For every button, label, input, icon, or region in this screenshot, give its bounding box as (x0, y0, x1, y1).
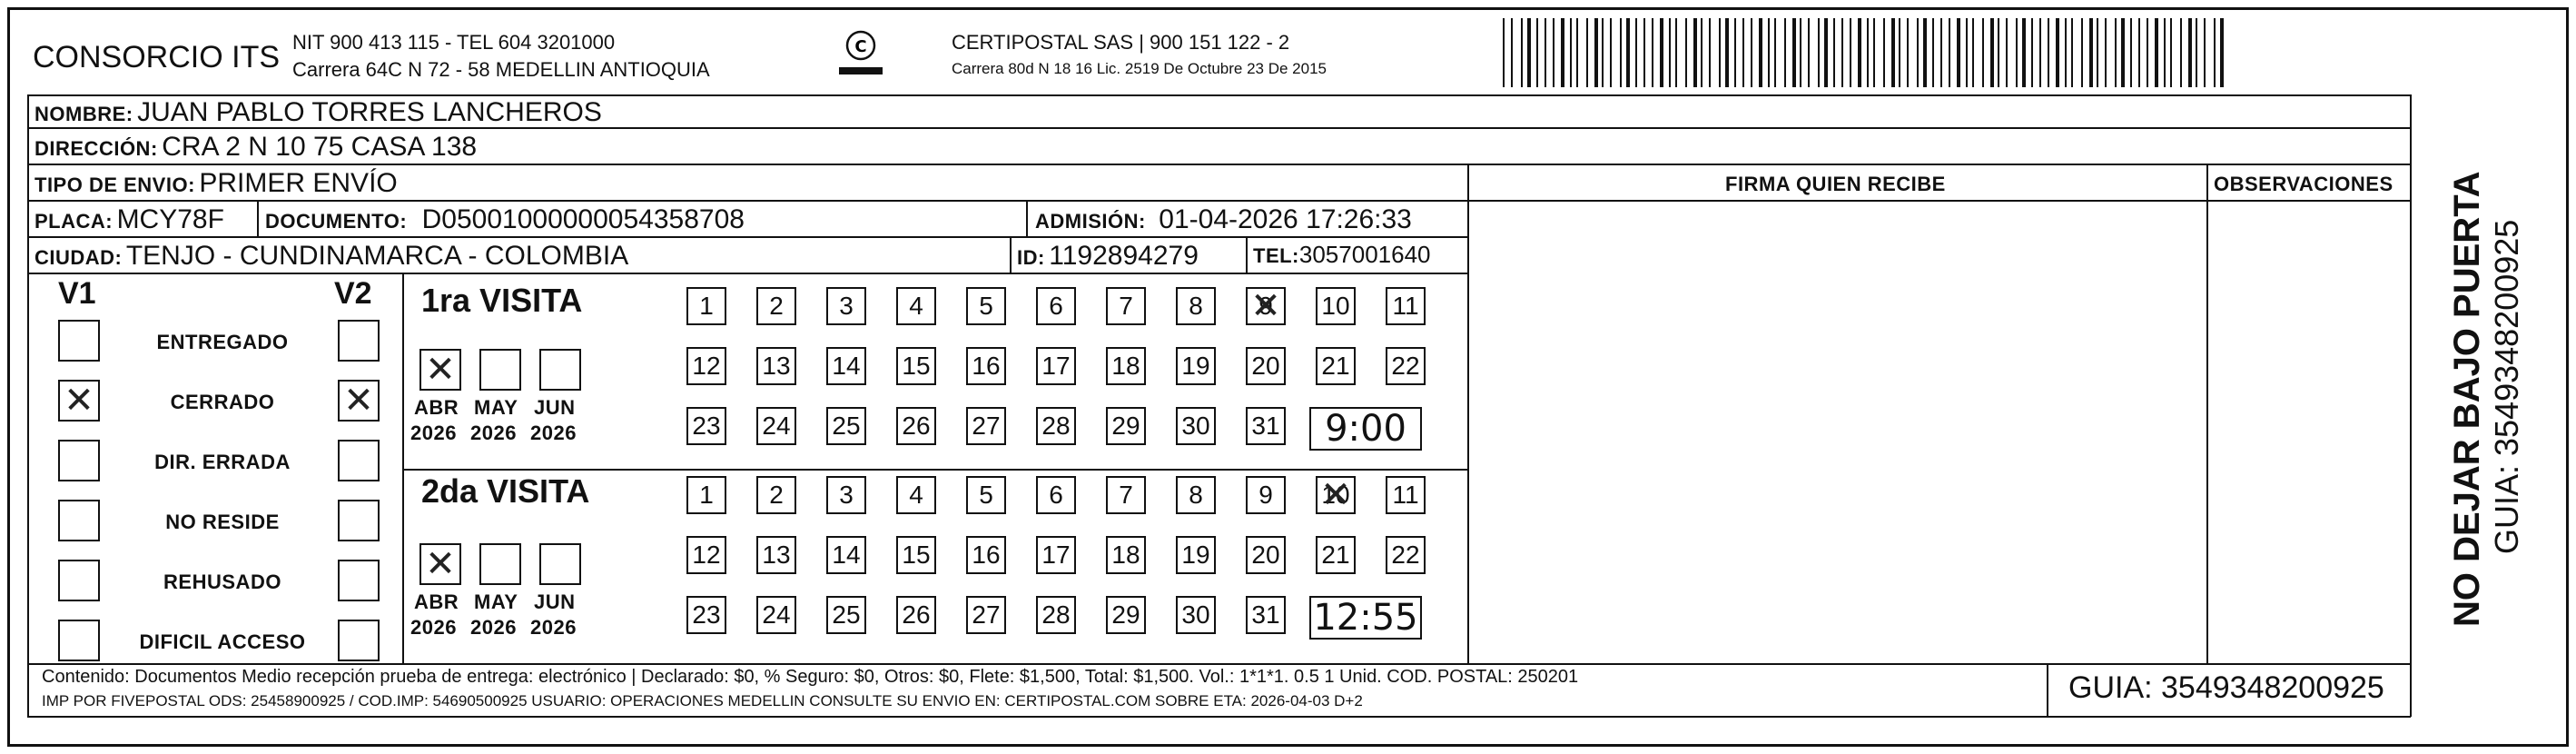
first-day-box[interactable]: 11 (1386, 287, 1426, 325)
status-label: REHUSADO (163, 570, 281, 593)
barcode-bar (1701, 18, 1703, 87)
v1-label: V1 (58, 276, 96, 311)
barcode-bar (1719, 18, 1721, 87)
barcode-bar (1891, 18, 1895, 87)
barcode-bar (1932, 18, 1934, 87)
second-day-box[interactable]: 18 (1106, 536, 1146, 574)
first-day-box[interactable]: 3 (826, 287, 866, 325)
admision-label: ADMISIÓN: (1035, 210, 1146, 233)
first-month-label: JUN (534, 396, 576, 419)
barcode-bar (2147, 18, 2148, 87)
second-month-label: ABR (414, 590, 459, 613)
first-month-label: ABR (414, 396, 459, 419)
barcode-bar (2097, 18, 2098, 87)
second-day-box[interactable]: 27 (966, 596, 1006, 634)
barcode-bar (1751, 18, 1752, 87)
first-day-box[interactable]: 12 (686, 347, 726, 385)
barcode-bar (1833, 18, 1835, 87)
first-month-checkbox[interactable] (419, 349, 461, 391)
barcode-bar (1850, 18, 1851, 87)
barcode-bar (1602, 18, 1604, 87)
status-label: ENTREGADO (156, 331, 289, 353)
second-year-label: 2026 (410, 616, 457, 639)
barcode-bar (1867, 18, 1869, 87)
barcode-bar (1709, 18, 1711, 87)
barcode-bar (1635, 18, 1637, 87)
barcode-bar (2105, 18, 2107, 87)
second-day-box[interactable]: 6 (1036, 476, 1076, 514)
second-day-box[interactable]: 11 (1386, 476, 1426, 514)
svg-text:C: C (854, 37, 867, 56)
barcode-bar (1841, 18, 1843, 87)
barcode-bar (2071, 18, 2073, 87)
status-label: DIFICIL ACCESO (139, 630, 306, 653)
first-time-box[interactable]: 9:00 (1309, 407, 1422, 451)
placa-label: PLACA: (35, 210, 114, 233)
barcode-bar (1873, 18, 1875, 87)
second-day-box[interactable]: 17 (1036, 536, 1076, 574)
first-day-box[interactable]: 15 (896, 347, 936, 385)
firma-header: FIRMA QUIEN RECIBE (1725, 173, 1946, 195)
company-nit-tel: NIT 900 413 115 - TEL 604 3201000 (292, 31, 616, 54)
barcode-bar (1990, 18, 1994, 87)
second-day-box[interactable]: 14 (826, 536, 866, 574)
barcode-bar (2214, 18, 2216, 87)
barcode-bar (1652, 18, 1653, 87)
barcode-bar (1586, 18, 1588, 87)
firma-area[interactable] (1469, 202, 2205, 661)
nombre-label: NOMBRE: (35, 103, 133, 125)
v2-label: V2 (334, 276, 372, 311)
certipostal-line: CERTIPOSTAL SAS | 900 151 122 - 2 (952, 31, 1290, 54)
first-day-box[interactable]: 16 (966, 347, 1006, 385)
barcode-bar (1725, 18, 1729, 87)
side-guia: GUIA: 3549348200925 (2488, 219, 2525, 554)
second-month-checkbox[interactable] (479, 543, 521, 585)
second-day-box[interactable]: 16 (966, 536, 1006, 574)
first-day-box[interactable]: 7 (1106, 287, 1146, 325)
barcode-bar (1883, 18, 1885, 87)
v1-checkbox[interactable] (58, 620, 100, 661)
v2-checkbox[interactable] (338, 320, 380, 362)
first-month-checkbox[interactable] (479, 349, 521, 391)
first-day-box[interactable]: 19 (1176, 347, 1216, 385)
barcode-bar (1594, 18, 1598, 87)
barcode-bar (1768, 18, 1770, 87)
barcode-bar (1940, 18, 1942, 87)
second-visit-title: 2da VISITA (421, 472, 590, 510)
barcode-bar (1800, 18, 1801, 87)
first-day-box[interactable]: 31 (1246, 407, 1286, 445)
barcode-bar (1784, 18, 1786, 87)
barcode-bar (1620, 18, 1622, 87)
first-day-box[interactable]: 6 (1036, 287, 1076, 325)
second-time-box[interactable]: 12:55 (1309, 596, 1422, 640)
barcode-bar (1998, 18, 1999, 87)
first-day-box[interactable]: 18 (1106, 347, 1146, 385)
status-label: DIR. ERRADA (154, 451, 291, 473)
barcode-bar (1610, 18, 1612, 87)
v1-checkbox[interactable] (58, 380, 100, 422)
barcode-bar (2180, 18, 2182, 87)
second-day-box[interactable]: 21 (1316, 536, 1356, 574)
barcode-bar (1669, 18, 1671, 87)
barcode-bar (1966, 18, 1968, 87)
first-day-box[interactable]: 4 (896, 287, 936, 325)
tipo-envio-value: PRIMER ENVÍO (199, 168, 398, 198)
first-day-box[interactable]: 2 (756, 287, 796, 325)
barcode-bar (1553, 18, 1554, 87)
second-day-box[interactable]: 2 (756, 476, 796, 514)
certipostal-logo (835, 27, 886, 82)
barcode-bar (1660, 18, 1663, 87)
second-day-box[interactable]: 28 (1036, 596, 1076, 634)
barcode-bar (2115, 18, 2117, 87)
first-day-box[interactable]: 21 (1316, 347, 1356, 385)
first-day-box[interactable]: 8 (1176, 287, 1216, 325)
first-day-box[interactable]: 14 (826, 347, 866, 385)
barcode-bar (1626, 18, 1630, 87)
barcode-bar (1907, 18, 1909, 87)
footer-guia: GUIA: 3549348200925 (2068, 670, 2384, 705)
barcode-bar (1527, 18, 1531, 87)
barcode-bar (1982, 18, 1984, 87)
barcode-bar (1824, 18, 1828, 87)
first-day-box[interactable]: 13 (756, 347, 796, 385)
ciudad-value: TENJO - CUNDINAMARCA - COLOMBIA (125, 241, 629, 271)
barcode-bar (2204, 18, 2206, 87)
ciudad-label: CIUDAD: (35, 246, 123, 269)
v2-checkbox[interactable] (338, 440, 380, 481)
barcode-bar (1923, 18, 1927, 87)
barcode-bar (1818, 18, 1820, 87)
barcode-bar (2022, 18, 2026, 87)
first-day-box[interactable]: 30 (1176, 407, 1216, 445)
first-day-box[interactable]: 23 (686, 407, 726, 445)
barcode-bar (1576, 18, 1578, 87)
footer-imp: IMP POR FIVEPOSTAL ODS: 25458900925 / COD.IMP: 54690500925 USUARIO: OPERACIONES MEDELLIN CONSULTE SU ENVIO EN: CERTIPOSTAL.COM SOBRE ETA: 2026-04-03 D+2 (42, 692, 1363, 709)
placa-value: MCY78F (116, 204, 224, 234)
second-month-label: MAY (474, 590, 518, 613)
barcode-bar (2170, 18, 2172, 87)
second-month-label: JUN (534, 590, 576, 613)
first-day-box[interactable]: 1 (686, 287, 726, 325)
barcode-bar (1759, 18, 1762, 87)
nombre-value: JUAN PABLO TORRES LANCHEROS (137, 97, 602, 127)
tel-label: TEL: (1253, 244, 1299, 267)
first-day-box[interactable]: 28 (1036, 407, 1076, 445)
company-address: Carrera 64C N 72 - 58 MEDELLIN ANTIOQUIA (292, 58, 710, 81)
barcode (1503, 18, 2231, 87)
barcode-bar (2065, 18, 2067, 87)
barcode-bar (2220, 18, 2224, 87)
first-visit-title: 1ra VISITA (421, 282, 583, 319)
second-day-box[interactable]: 29 (1106, 596, 1146, 634)
v1-checkbox[interactable] (58, 500, 100, 541)
v1-checkbox[interactable] (58, 560, 100, 601)
barcode-bar (1808, 18, 1810, 87)
second-day-box[interactable]: 19 (1176, 536, 1216, 574)
status-label: CERRADO (170, 391, 275, 413)
first-day-box[interactable]: 5 (966, 287, 1006, 325)
second-day-box[interactable]: 30 (1176, 596, 1216, 634)
first-day-box[interactable]: 9 ✕ (1246, 287, 1286, 325)
first-month-checkbox[interactable] (539, 349, 581, 391)
barcode-bar (1774, 18, 1776, 87)
first-day-box[interactable]: 25 (826, 407, 866, 445)
id-label: ID: (1017, 246, 1045, 269)
first-day-box[interactable]: 27 (966, 407, 1006, 445)
v2-checkbox[interactable] (338, 380, 380, 422)
second-day-box[interactable]: 25 (826, 596, 866, 634)
barcode-bar (1899, 18, 1900, 87)
second-year-label: 2026 (470, 616, 517, 639)
second-year-label: 2026 (530, 616, 577, 639)
observaciones-area[interactable] (2208, 202, 2408, 661)
barcode-bar (2006, 18, 2008, 87)
side-warning: NO DEJAR BAJO PUERTA (2447, 171, 2487, 627)
barcode-bar (1561, 18, 1564, 87)
first-month-label: MAY (474, 396, 518, 419)
first-day-box[interactable]: 22 (1386, 347, 1426, 385)
observaciones-header: OBSERVACIONES (2214, 173, 2393, 195)
second-day-box[interactable]: 8 (1176, 476, 1216, 514)
barcode-bar (1675, 18, 1677, 87)
tel-value: 3057001640 (1298, 241, 1431, 268)
barcode-bar (2039, 18, 2041, 87)
first-day-box[interactable]: 29 (1106, 407, 1146, 445)
barcode-bar (1545, 18, 1546, 87)
second-day-box[interactable]: 23 (686, 596, 726, 634)
barcode-bar (2016, 18, 2018, 87)
barcode-bar (2155, 18, 2158, 87)
barcode-bar (1511, 18, 1513, 87)
second-day-box[interactable]: 15 (896, 536, 936, 574)
second-day-box[interactable]: 9 (1246, 476, 1286, 514)
barcode-bar (2188, 18, 2192, 87)
second-day-box[interactable]: 3 (826, 476, 866, 514)
barcode-bar (2048, 18, 2049, 87)
barcode-bar (2121, 18, 2125, 87)
barcode-bar (1536, 18, 1538, 87)
v2-checkbox[interactable] (338, 560, 380, 601)
barcode-bar (2081, 18, 2083, 87)
barcode-bar (1917, 18, 1919, 87)
second-day-box[interactable]: 5 (966, 476, 1006, 514)
barcode-bar (1742, 18, 1744, 87)
barcode-bar (1957, 18, 1960, 87)
status-label: NO RESIDE (165, 511, 280, 533)
first-day-box[interactable]: 17 (1036, 347, 1076, 385)
v2-checkbox[interactable] (338, 620, 380, 661)
barcode-bar (2056, 18, 2059, 87)
barcode-bar (1792, 18, 1796, 87)
documento-label: DOCUMENTO: (265, 210, 408, 233)
first-day-box[interactable]: 24 (756, 407, 796, 445)
v2-checkbox[interactable] (338, 500, 380, 541)
v1-checkbox[interactable] (58, 440, 100, 481)
barcode-bar (2196, 18, 2197, 87)
barcode-bar (1503, 18, 1505, 87)
v1-checkbox[interactable] (58, 320, 100, 362)
barcode-bar (1693, 18, 1697, 87)
first-day-box[interactable]: 10 (1316, 287, 1356, 325)
first-day-box[interactable]: 26 (896, 407, 936, 445)
second-day-box[interactable]: 20 (1246, 536, 1286, 574)
direccion-value: CRA 2 N 10 75 CASA 138 (162, 132, 478, 162)
barcode-bar (1570, 18, 1572, 87)
second-day-box[interactable]: 26 (896, 596, 936, 634)
second-day-box[interactable]: 1 (686, 476, 726, 514)
second-day-box[interactable]: 24 (756, 596, 796, 634)
second-day-box[interactable]: 31 (1246, 596, 1286, 634)
first-year-label: 2026 (530, 422, 577, 444)
documento-value: D05001000000054358708 (421, 204, 745, 234)
barcode-bar (1521, 18, 1523, 87)
barcode-bar (2164, 18, 2166, 87)
company-name: CONSORCIO ITS (33, 40, 281, 74)
barcode-bar (1949, 18, 1950, 87)
second-day-box[interactable]: 12 (686, 536, 726, 574)
second-day-box[interactable]: 22 (1386, 536, 1426, 574)
certipostal-address: Carrera 80d N 18 16 Lic. 2519 De Octubre 23 De 2015 (952, 60, 1327, 77)
barcode-bar (1858, 18, 1861, 87)
barcode-bar (1734, 18, 1736, 87)
barcode-bar (1972, 18, 1974, 87)
barcode-bar (2138, 18, 2140, 87)
barcode-bar (1685, 18, 1687, 87)
first-day-box[interactable]: 20 (1246, 347, 1286, 385)
admision-value: 01-04-2026 17:26:33 (1159, 204, 1412, 234)
first-year-label: 2026 (410, 422, 457, 444)
second-day-box[interactable]: 13 (756, 536, 796, 574)
second-day-box[interactable]: 7 (1106, 476, 1146, 514)
barcode-bar (1643, 18, 1645, 87)
direccion-label: DIRECCIÓN: (35, 137, 158, 160)
id-value: 1192894279 (1049, 241, 1199, 271)
barcode-bar (2089, 18, 2093, 87)
first-year-label: 2026 (470, 422, 517, 444)
barcode-bar (2130, 18, 2132, 87)
barcode-bar (2031, 18, 2033, 87)
tipo-envio-label: TIPO DE ENVIO: (35, 174, 195, 196)
second-month-checkbox[interactable] (539, 543, 581, 585)
second-month-checkbox[interactable] (419, 543, 461, 585)
footer-contenido: Contenido: Documentos Medio recepción prueba de entrega: electrónico | Declarado: $0, % Seguro: $0, Otros: $0, Flete: $1,500, Total: $1,500. Vol.: 1*1*1. 0.5 1 Unid. COD. POSTAL: 250201 (42, 667, 1579, 687)
second-day-box[interactable]: 10 ✕ (1316, 476, 1356, 514)
second-day-box[interactable]: 4 (896, 476, 936, 514)
